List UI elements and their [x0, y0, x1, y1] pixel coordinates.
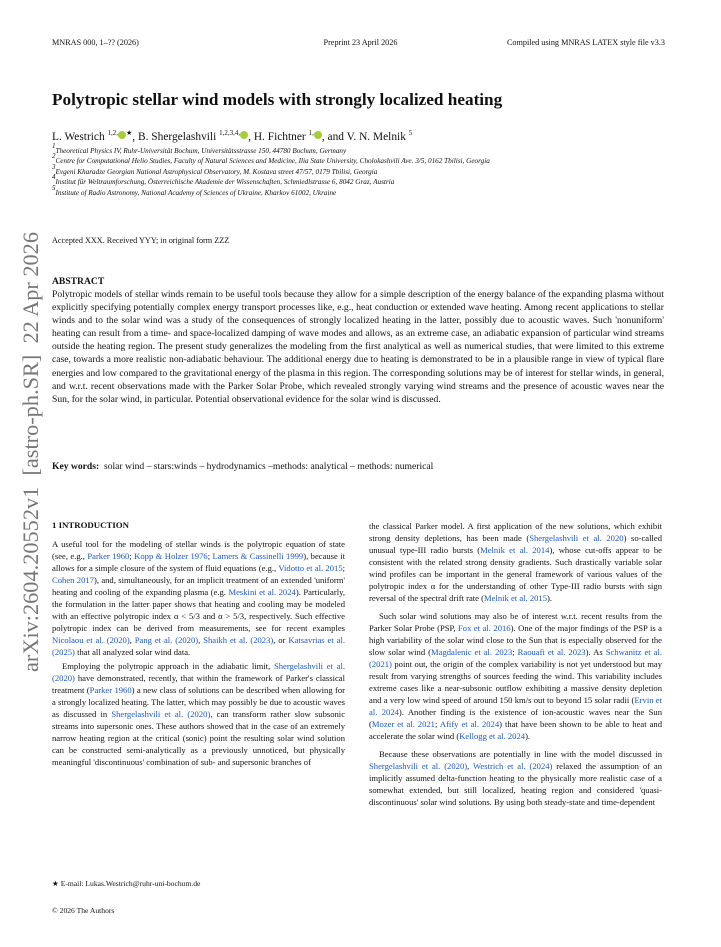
citation-link[interactable]: Shergelashvili et al. (2020) — [369, 761, 468, 771]
body-paragraph — [369, 748, 662, 808]
author-name: V. N. Melnik — [346, 131, 406, 143]
citation-link[interactable]: Shergelashvili et al. (2020) — [52, 661, 345, 683]
arxiv-stamp — [8, 232, 46, 672]
body-paragraph — [52, 660, 345, 768]
paper-title: Polytropic stellar wind models with strongly localized heating — [52, 90, 503, 109]
citation-link[interactable]: Melnik et al. 2015 — [484, 593, 548, 603]
author-affiliation-marks: 1, — [308, 129, 314, 137]
citation-link[interactable]: Katsavrias et al. (2025) — [52, 635, 346, 657]
body-text: ; — [512, 647, 518, 657]
body-text: , can transform rather slow subsonic streams into supersonic ones. These authors showed that in the case of an extremely narrow heating region at the critical (sonic) point the resulting solar wind solution can be constructed semi-analytically as a previously unnoticed, but physically meaningful 'discontinuous' combination of sub- and supersonic branches of — [52, 709, 346, 767]
header-journal: MNRAS 000, 1–?? (2026) — [52, 38, 139, 47]
citation-link[interactable]: Parker 1960 — [89, 685, 132, 695]
body-paragraph — [369, 520, 662, 604]
author-name: B. Shergelashvili — [138, 131, 217, 143]
affiliation-number: 1 — [52, 142, 56, 150]
affiliation-line — [52, 183, 490, 198]
body-text: relaxed the assumption of an implicitly assumed delta-function heating to the physically more realistic case of a somewhat extended, but still localized, heating region and considered 'quasi-discontinuous' solar wind solutions. By using both steady-state and time-dependent — [369, 761, 662, 807]
header-style-note: Compiled using MNRAS LATEX style file v3.3 — [506, 38, 665, 47]
body-text: , — [467, 761, 473, 771]
body-text: Employing the polytropic approach in the adiabatic limit, — [62, 661, 274, 671]
body-text: ). Another finding is the existence of ion-acoustic waves near the Sun ( — [369, 707, 663, 729]
affiliation-number: 5 — [52, 183, 56, 192]
body-text: have demonstrated, recently, that within the framework of Parker's classical treatment ( — [52, 673, 345, 695]
citation-link[interactable]: Lamers & Cassinelli 1999 — [212, 551, 304, 561]
body-text: ) so-called unusual type-III radio bursts ( — [369, 533, 663, 555]
citation-link[interactable]: Shaikh et al. (2023) — [203, 635, 274, 645]
citation-link[interactable]: Nicolaou et al. (2020) — [52, 635, 130, 645]
citation-link[interactable]: Ervin et al. 2024 — [369, 695, 662, 717]
header-preprint-date: Preprint 23 April 2026 — [323, 38, 398, 47]
citation-link[interactable]: Shergelashvili et al. 2020 — [529, 533, 624, 543]
body-text: point out, the origin of the complex variability is not yet understood but may result from varying strengths of sources feeding the wind. This variability includes extreme cases like a near-subsonic outflow exhibiting a massive density depletion and a very low wind speed of around 150 km/s out to beyond 15 solar radii ( — [369, 659, 662, 705]
arxiv-stamp-text: arXiv:2604.20552v1 [astro-ph.SR] 22 Apr 2026 — [18, 238, 43, 672]
affiliation-list — [52, 142, 490, 198]
citation-link[interactable]: Meskini et al. 2024 — [228, 587, 296, 597]
citation-link[interactable]: Schwanitz et al. (2021) — [369, 647, 663, 669]
affiliation-line — [52, 142, 490, 156]
body-text: the classical Parker model. A first application of the new solutions, which exhibit strong density depletions, has been made ( — [369, 521, 662, 543]
abstract-body: Polytropic models of stellar winds remain to be useful tools because they allow for a simple description of the energy balance of the expanding plasma without explicitly specifying potentially complex energy transport processes like, e.g., heat conduction or extended wave heating. Among recent applications to stellar winds and to the solar wind was a study of the consequences of strongly localized heating in the latter, possibly due to acoustic waves. Such 'nonuniform' heating can result from a time- and space-localized damping of wave modes and allows, as an extreme case, an adiabatic expansion of particular wind streams outside the heating region. The present study generalizes the modeling from the first analytical as well as numerical studies, that were limited to this extreme case, towards a more realistic non-adiabatic behaviour. The additional energy due to heating is demonstrated to be in a plausible range in view of typical flare energies and low compared to the gravitational energy of the plasma in this region. The corresponding solutions may be of interest for stellar winds, in general, and w.r.t. recent observations made with the Parker Solar Probe, which revealed strongly varying wind streams and the presence of acoustic waves near the Sun, for the solar wind, in particular. Potential observational evidence for the solar wind is discussed. — [52, 289, 664, 405]
citation-link[interactable]: Kopp & Holzer 1976 — [134, 551, 208, 561]
citation-link[interactable]: Cohen 2017 — [52, 575, 94, 585]
author-list: L. Westrich $^{1,2,}$ ★, B. Shergelashvili $^{1,2,3,4,}$ , H. Fichtner $^{1,}$ , and V. N. Melnik $^5$ — [52, 129, 413, 143]
body-paragraph — [369, 610, 662, 742]
keywords-label: Key words: — [52, 461, 100, 472]
body-text: , — [129, 635, 135, 645]
body-text: , — [198, 635, 204, 645]
affiliation-number: 2 — [52, 152, 56, 161]
orcid-icon — [240, 131, 248, 139]
body-text: ), whose cut-offs appear to be consistent with the related strong density gradients. Such drastically variable solar wind profiles can be important in the general framework of various values of the polytropic index α for the understanding of other Type-III radio bursts with sign reversal of the spectral drift rate ( — [369, 545, 663, 603]
section-heading-introduction: 1 INTRODUCTION — [52, 520, 129, 530]
body-text: ). One of the major findings of the PSP is a high variability of the solar wind close to the Sun that is especially observed for the slow solar wind ( — [369, 623, 662, 657]
body-text: ; — [207, 551, 213, 561]
citation-link[interactable]: Melnik et al. 2014 — [480, 545, 550, 555]
affiliation-text: Theoretical Physics IV, Ruhr-Universität Bochum, Universitätsstrasse 150, 44780 Bochum, Germany — [55, 147, 347, 155]
body-text: ), because it allows for a simple closure of the system of fluid equations (e.g., — [52, 551, 346, 573]
affiliation-number: 4 — [52, 173, 56, 182]
body-text: ), and, simultaneously, for an implicit treatment of an extended 'uniform' heating and cooling of the expanding plasma (e.g. — [52, 575, 345, 597]
copyright-notice: © 2026 The Authors — [52, 906, 115, 915]
body-paragraph — [52, 538, 345, 658]
body-text: ; — [129, 551, 135, 561]
body-text: ; — [342, 563, 346, 573]
keywords-text: solar wind – stars:winds – hydrodynamics –methods: analytical – methods: numerical — [103, 461, 434, 472]
body-text: ). Particularly, the formulation in the latter paper shows that heating and cooling may be modeled with an effective polytropic index α < 5/3 and α > 5/3, respectively. Such effective polytropic index can be derived from measurements, see for recent examples — [52, 587, 346, 633]
citation-link[interactable]: Mozer et al. 2021 — [371, 719, 435, 729]
body-text: ) a new class of solutions can be described when allowing for a strongly localized heating. The latter, which may possibly be due to acoustic waves as discussed in — [52, 685, 346, 719]
affiliation-line — [52, 173, 490, 187]
orcid-icon — [118, 131, 126, 139]
body-text: ). As — [585, 647, 606, 657]
orcid-icon — [314, 131, 322, 139]
left-column — [52, 538, 345, 768]
body-text: ) that have been shown to be able to heat and accelerate the solar wind ( — [369, 719, 662, 741]
body-text: ; — [434, 719, 440, 729]
body-text: ). — [547, 593, 553, 603]
author-name: L. Westrich — [52, 131, 105, 143]
author-affiliation-marks: 1,2, — [107, 129, 119, 137]
citation-link[interactable]: Westrich et al. (2024) — [472, 761, 553, 771]
affiliation-line — [52, 152, 490, 166]
citation-link[interactable]: Vidotto et al. 2015 — [278, 563, 343, 573]
body-text: Such solar wind solutions may also be of interest w.r.t. recent results from the Parker Solar Probe (PSP, — [369, 611, 662, 633]
acceptance-note: Accepted XXX. Received YYY; in original form ZZZ — [52, 236, 230, 245]
affiliation-text: Institut für Weltraumforschung, Österreichische Akademie der Wissenschaften, Schmiedlstrasse 6, 8042 Graz, Austria — [55, 178, 395, 187]
corresponding-star: ★ — [126, 129, 133, 137]
body-text: , or — [273, 635, 289, 645]
body-text: A useful tool for the modeling of stellar winds is the polytropic equation of state (see, e.g., — [52, 539, 345, 561]
citation-link[interactable]: Afify et al. 2024 — [439, 719, 500, 729]
right-column — [369, 520, 662, 808]
affiliation-line — [52, 162, 490, 177]
affiliation-text: Centre for Computational Helio Studies, Faculty of Natural Sciences and Medicine, Ilia State University, Cholokashvili Ave. 3/5, 0162 Tbilisi, Georgia — [55, 157, 490, 166]
author-affiliation-marks: 5 — [408, 129, 413, 137]
citation-link[interactable]: Raouafi et al. 2023 — [517, 647, 586, 657]
body-text: Because these observations are potentially in line with the model discussed in — [379, 749, 662, 759]
citation-link[interactable]: Pang et al. (2020) — [134, 635, 199, 645]
citation-link[interactable]: Parker 1960 — [87, 551, 130, 561]
affiliation-text: Institute of Radio Astronomy, National Academy of Sciences of Ukraine, Kharkov 61002, Ukraine — [55, 188, 337, 197]
affiliation-text: Evgeni Kharadze Georgian National Astrophysical Observatory, M. Kostava street 47/57, 0179 Tbilisi, Georgia — [55, 167, 378, 176]
corresponding-author-footnote: ★ E-mail: Lukas.Westrich@ruhr-uni-bochum.de — [52, 879, 201, 888]
citation-link[interactable]: Kellogg et al. 2024 — [459, 731, 526, 741]
abstract-heading: ABSTRACT — [52, 276, 105, 287]
body-text: ). — [525, 731, 531, 741]
author-affiliation-marks: 1,2,3,4, — [219, 129, 241, 137]
author-name: H. Fichtner — [253, 131, 306, 143]
citation-link[interactable]: Magdalenic et al. 2023 — [430, 647, 513, 657]
body-text: that all analyzed solar wind data. — [74, 647, 191, 657]
keywords — [52, 461, 664, 472]
citation-link[interactable]: Shergelashvili et al. (2020) — [111, 709, 211, 719]
citation-link[interactable]: Fox et al. 2016 — [458, 623, 511, 633]
affiliation-number: 3 — [52, 162, 56, 171]
